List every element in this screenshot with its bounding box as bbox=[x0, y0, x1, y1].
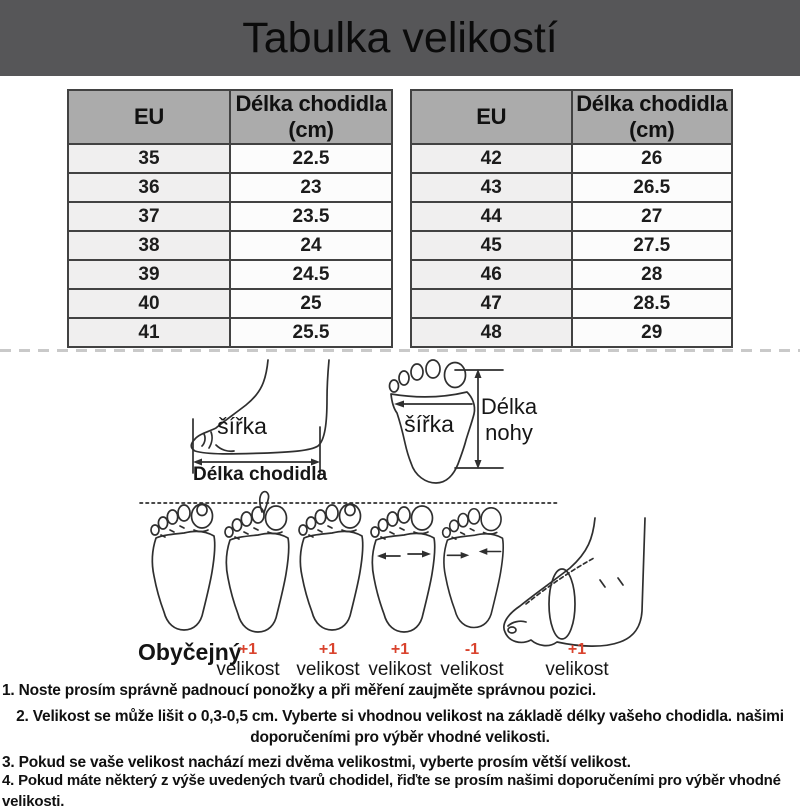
foot-type-label bbox=[426, 641, 518, 681]
size-cell: 48 bbox=[411, 318, 572, 347]
leg-length-line1: Délka bbox=[480, 394, 538, 419]
size-cell: 44 bbox=[411, 202, 572, 231]
width-label-top-view: šířka bbox=[404, 411, 454, 437]
size-cell: 37 bbox=[68, 202, 230, 231]
size-cell: 38 bbox=[68, 231, 230, 260]
size-cell: 42 bbox=[411, 144, 572, 173]
size-word: velikost bbox=[440, 659, 504, 680]
note-1: 1. Noste prosím správně padnoucí ponožky a při měření zaujměte správnou pozici. bbox=[2, 682, 597, 699]
size-cell: 46 bbox=[411, 260, 572, 289]
table-row bbox=[68, 231, 392, 260]
table-row bbox=[411, 173, 732, 202]
leg-length-line2: nohy bbox=[485, 420, 533, 445]
page-title: Tabulka velikostí bbox=[242, 13, 558, 62]
table-row bbox=[68, 318, 392, 347]
footprint-normal bbox=[151, 504, 215, 630]
foot-type-label bbox=[202, 641, 294, 681]
dashed-divider bbox=[0, 349, 800, 352]
title-banner bbox=[0, 0, 800, 76]
size-cell: 40 bbox=[68, 289, 230, 318]
length-cell: 27 bbox=[572, 202, 733, 231]
size-modifier: +1 bbox=[318, 641, 338, 658]
footprint-long-big-toe bbox=[299, 504, 363, 630]
table-row bbox=[411, 318, 732, 347]
length-cell: 23 bbox=[230, 173, 392, 202]
size-cell: 43 bbox=[411, 173, 572, 202]
table-row bbox=[68, 144, 392, 173]
table-row bbox=[68, 289, 392, 318]
header-eu: EU bbox=[68, 90, 230, 144]
length-cell: 23.5 bbox=[230, 202, 392, 231]
size-cell: 35 bbox=[68, 144, 230, 173]
footprint-long-second-toe bbox=[225, 492, 289, 632]
size-table-eu-42-48 bbox=[410, 89, 733, 348]
foot-girth-side-view bbox=[504, 518, 645, 646]
length-cell: 28.5 bbox=[572, 289, 733, 318]
foot-type-label-normal: Obyčejný bbox=[138, 639, 242, 665]
size-modifier: +1 bbox=[567, 641, 587, 658]
note-3: 3. Pokud se vaše velikost nachází mezi dvěma velikostmi, vyberte prosím větší velikost. bbox=[2, 754, 631, 771]
size-cell: 47 bbox=[411, 289, 572, 318]
foot-type-label bbox=[531, 641, 623, 681]
size-word: velikost bbox=[368, 659, 432, 680]
table-row bbox=[411, 231, 732, 260]
size-word: velikost bbox=[216, 659, 280, 680]
size-table-eu-35-41 bbox=[67, 89, 393, 348]
table-row bbox=[411, 289, 732, 318]
size-cell: 45 bbox=[411, 231, 572, 260]
note-2: 2. Velikost se může lišit o 0,3-0,5 cm. Vyberte si vhodnou velikost na základě délky vašeho chodidla. našimi doporučeními pro výběr vhodné velikosti. bbox=[16, 708, 784, 746]
header-length: Délka chodidla (cm) bbox=[230, 90, 392, 144]
table-row bbox=[411, 260, 732, 289]
footprint-wide bbox=[371, 506, 435, 632]
table-row bbox=[68, 202, 392, 231]
foot-length-label: Délka chodidla bbox=[193, 464, 328, 485]
foot-shapes-diagram bbox=[130, 490, 675, 655]
table-row bbox=[68, 173, 392, 202]
length-cell: 26.5 bbox=[572, 173, 733, 202]
size-cell: 41 bbox=[68, 318, 230, 347]
size-modifier: -1 bbox=[464, 641, 480, 658]
size-modifier: +1 bbox=[238, 641, 258, 658]
size-modifier: +1 bbox=[390, 641, 410, 658]
length-cell: 25 bbox=[230, 289, 392, 318]
length-cell: 24.5 bbox=[230, 260, 392, 289]
size-cell: 39 bbox=[68, 260, 230, 289]
size-cell: 36 bbox=[68, 173, 230, 202]
footprint-narrow bbox=[443, 508, 504, 628]
table-header-row bbox=[411, 90, 732, 144]
leg-length-label bbox=[474, 394, 544, 446]
table-row bbox=[411, 144, 732, 173]
width-label-side-view: šířka bbox=[217, 413, 267, 439]
length-cell: 22.5 bbox=[230, 144, 392, 173]
note-4: 4. Pokud máte některý z výše uvedených tvarů chodidel, řiďte se prosím našimi doporučeními pro výběr vhodné velikosti. bbox=[2, 772, 781, 810]
length-cell: 28 bbox=[572, 260, 733, 289]
length-cell: 25.5 bbox=[230, 318, 392, 347]
length-cell: 26 bbox=[572, 144, 733, 173]
table-row bbox=[411, 202, 732, 231]
length-cell: 24 bbox=[230, 231, 392, 260]
length-cell: 29 bbox=[572, 318, 733, 347]
table-header-row bbox=[68, 90, 392, 144]
length-cell: 27.5 bbox=[572, 231, 733, 260]
size-word: velikost bbox=[545, 659, 609, 680]
header-length: Délka chodidla (cm) bbox=[572, 90, 733, 144]
table-row bbox=[68, 260, 392, 289]
size-word: velikost bbox=[296, 659, 360, 680]
header-eu: EU bbox=[411, 90, 572, 144]
